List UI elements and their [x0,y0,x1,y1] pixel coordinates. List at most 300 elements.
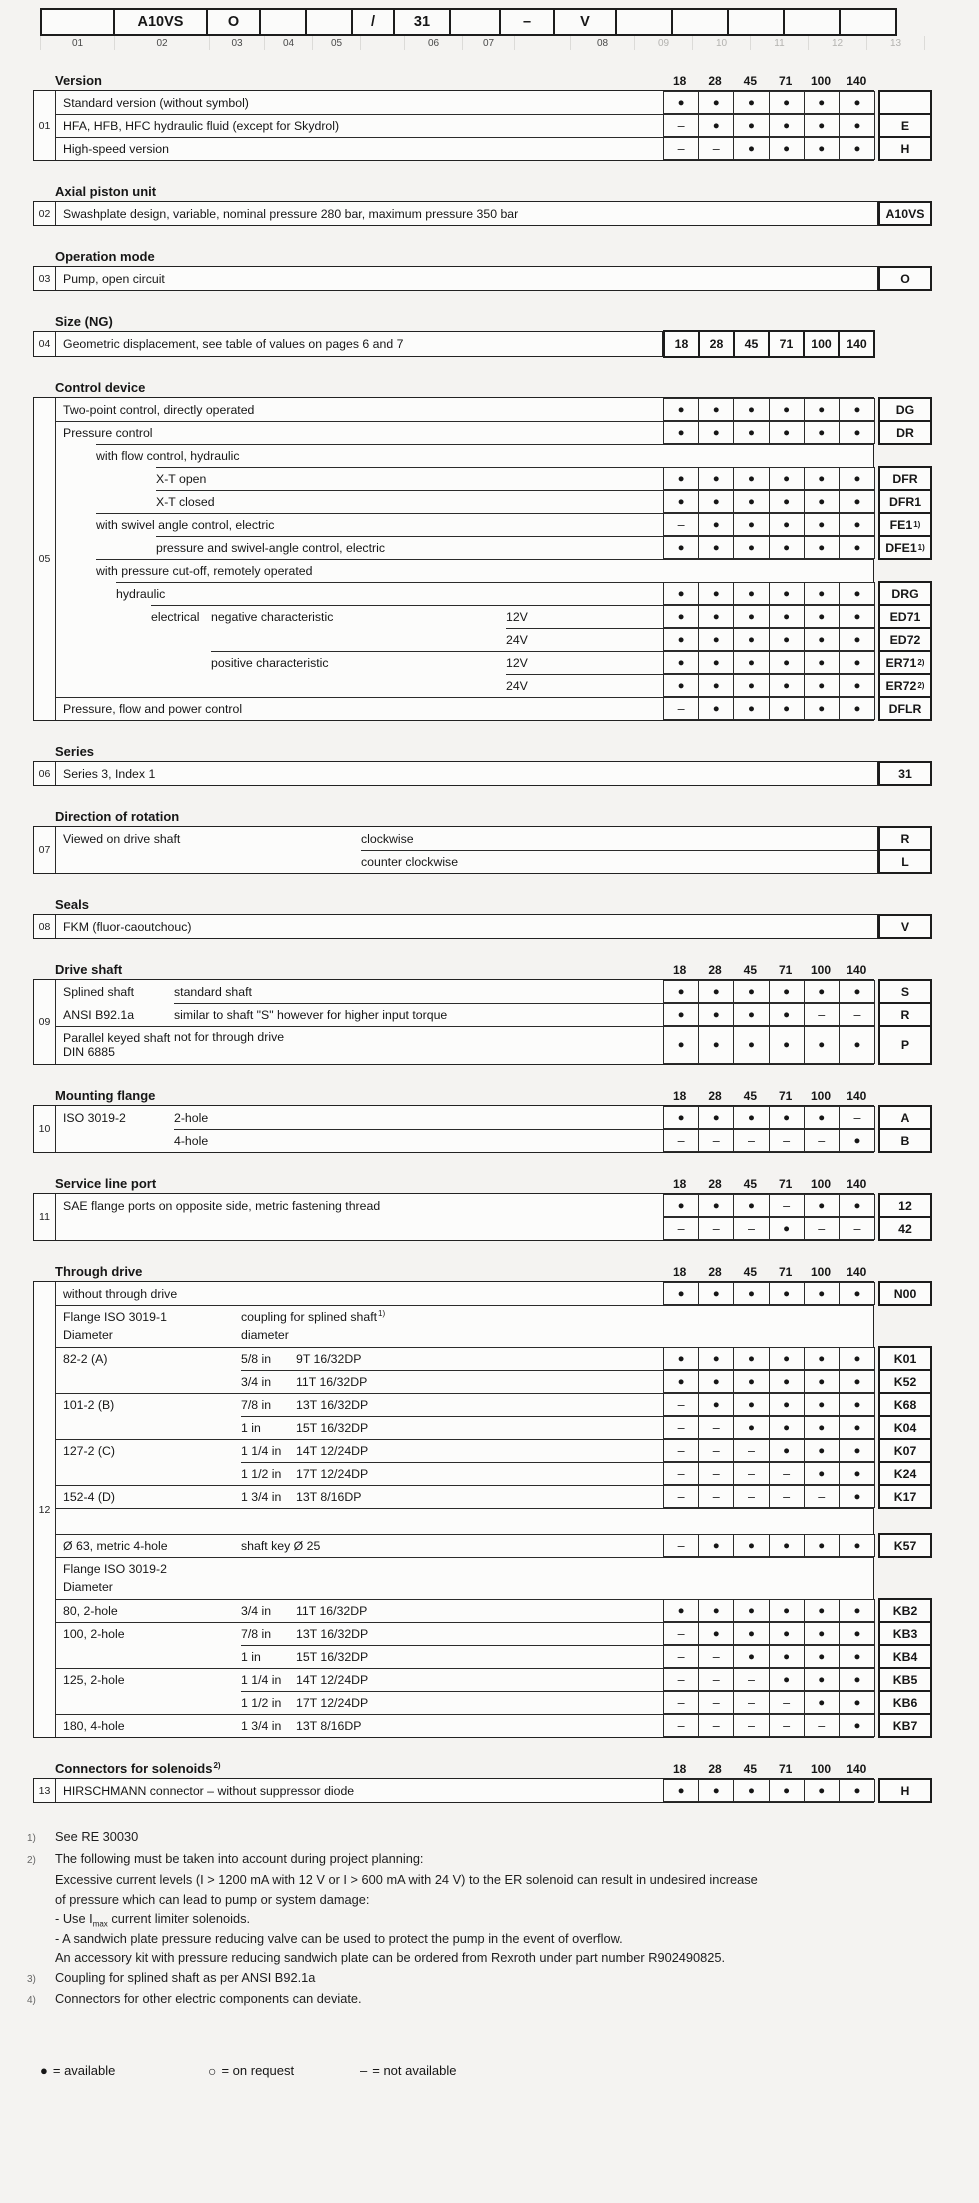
code-box: ER72 2) [878,673,932,698]
not-available-dash: – [698,1485,733,1508]
cell-text-line: 15T 16/32DP [296,1649,369,1664]
table-row [34,1003,910,1026]
availability-grid [663,1282,875,1305]
footnote-line [27,1849,979,1871]
code-label: DFR1 [888,494,922,509]
cell-text [151,605,200,628]
table-row [34,1194,912,1217]
cell-text-line: 80, 2-hole [63,1603,118,1618]
available-dot: ● [839,1534,875,1557]
cell-text [156,490,215,513]
cell-text-line: 24V [506,678,528,693]
code-label: H [900,1783,910,1798]
cell-text [63,202,518,225]
available-dot: ● [698,91,733,114]
available-dot: ● [839,1622,875,1645]
size-boxes [663,330,875,358]
available-dot: ● [769,513,804,536]
code-label: K68 [893,1397,917,1412]
section-02 [33,183,979,226]
cell-text-line: X-T closed [156,494,215,509]
available-dot: ● [769,582,804,605]
section-title: Control device [55,380,146,395]
table-row [34,651,925,674]
code-box [878,489,932,514]
code-box [878,581,932,606]
available-dot: ● [804,605,839,628]
cell-text [296,1347,361,1370]
cell-text-line: diameter [241,1328,289,1342]
not-available-dash-icon: – [360,2063,368,2078]
not-available-dash: – [839,1217,875,1240]
footnote-marker: 1) [27,1833,36,1844]
size-col-header: 45 [743,1089,757,1103]
available-dot: ● [839,1599,875,1622]
footnote-line [27,1870,979,1890]
footnote-text: Connectors for other electric components can deviate. [55,1991,362,2006]
available-dot: ● [839,398,875,421]
cell-text-line: Parallel keyed shaft [63,1031,171,1045]
footnote-indent [27,1909,55,1929]
not-available-dash: – [733,1691,768,1714]
size-col-header: 45 [743,74,757,88]
code-label: H [900,141,910,156]
size-col-header: 100 [810,963,831,977]
available-dot: ● [804,137,839,160]
cell-text [296,1485,361,1508]
section-header [33,1263,979,1280]
code-label: KB5 [892,1672,918,1687]
cell-text [361,827,414,850]
cell-text-line: similar to shaft "S" however for higher input torque [174,1007,448,1022]
availability-grid [663,490,875,513]
not-available-dash: – [663,1485,698,1508]
code-cell: / [351,8,395,36]
code-cell [259,8,307,36]
available-dot: ● [769,536,804,559]
code-label: 42 [898,1221,912,1236]
available-dot: ● [733,137,768,160]
code-label: DG [895,402,915,417]
code-box [878,1778,932,1803]
table-row [34,1305,873,1347]
row-divider [156,490,663,491]
available-dot: ● [839,1129,875,1152]
available-dot: ● [804,1282,839,1305]
section-header [33,1175,979,1192]
code-label: KB3 [892,1626,918,1641]
not-available-dash: – [804,1129,839,1152]
footnote-text: Excessive current levels (I > 1200 mA with 12 V or I > 600 mA with 24 V) to the ER solenoid can result in undesired increase [55,1872,758,1887]
not-available-dash: – [769,1462,804,1485]
code-label: O [900,271,910,286]
code-cell-number: 03 [210,36,265,50]
cell-text-line: 1 1/4 in [241,1443,282,1458]
available-dot: ● [663,1779,698,1802]
cell-text-line: with swivel angle control, electric [96,517,275,532]
not-available-dash: – [663,1534,698,1557]
cell-text-line: 14T 12/24DP [296,1443,369,1458]
cell-text-line: 1 in [241,1649,261,1664]
code-label: K24 [893,1466,917,1481]
available-dot: ● [804,1599,839,1622]
cell-text [241,1714,281,1737]
available-dot: ● [839,1668,875,1691]
cell-text [241,1691,281,1714]
available-dot: ● [733,1534,768,1557]
available-dot: ● [733,467,768,490]
footnote-text: of pressure which can lead to pump or system damage: [55,1891,370,1907]
size-col-header: 28 [708,1265,722,1279]
table-row [34,1370,917,1393]
code-box [878,1621,932,1646]
code-box [878,136,932,161]
cell-text-line: 12V [506,655,528,670]
available-dot: ● [839,674,875,697]
table-row [34,513,921,536]
cell-text [241,1622,271,1645]
available-dot: ● [804,421,839,444]
available-dot: ● [733,1347,768,1370]
code-cell [727,8,785,36]
available-dot: ● [733,91,768,114]
size-col-header: 71 [778,963,793,977]
not-available-dash: – [698,1645,733,1668]
available-dot: ● [698,1003,733,1026]
footnote-line [27,1989,979,2011]
not-available-dash: – [769,1129,804,1152]
available-dot: ● [698,651,733,674]
not-available-dash: – [698,1668,733,1691]
available-dot: ● [839,1194,875,1217]
section-header [33,248,979,265]
code-box [878,1392,932,1417]
available-dot: ● [769,1439,804,1462]
cell-text-line: 101-2 (B) [63,1397,115,1412]
availability-grid [663,1003,875,1026]
code-box [878,1598,932,1623]
cell-text-line: pressure and swivel-angle control, electric [156,540,385,555]
table-row [34,605,921,628]
table-row [34,628,921,651]
footnote-ref: 2) [213,1760,221,1770]
available-dot: ● [839,421,875,444]
not-available-dash: – [663,1714,698,1737]
row-divider [116,582,663,583]
available-dot: ● [839,490,875,513]
cell-text-line: counter clockwise [361,854,459,869]
size-col-header: 100 [810,1265,831,1279]
availability-grid [663,582,875,605]
size-col-header: 140 [846,1089,867,1103]
footnote-text: Coupling for splined shaft as per ANSI B92.1a [55,1969,316,1985]
available-dot: ● [804,536,839,559]
code-box [878,1644,932,1669]
available-dot: ● [839,628,875,651]
size-col-header: 140 [846,1177,867,1191]
cell-text-line: 17T 12/24DP [296,1695,369,1710]
code-label: K01 [893,1351,917,1366]
code-box [878,696,932,721]
section-number: 11 [34,1194,56,1240]
cell-text [174,1106,208,1129]
table-row [34,421,914,444]
not-available-dash: – [698,1462,733,1485]
code-bar-numbers [40,36,979,50]
availability-grid [663,1026,875,1064]
available-dot: ● [839,1645,875,1668]
code-cell-number: 10 [693,36,751,50]
availability-grid [663,513,875,536]
section-10 [33,1087,979,1153]
not-available-dash: – [698,1416,733,1439]
cell-text [241,1393,271,1416]
cell-text [63,762,155,785]
availability-grid [663,1416,875,1439]
code-box [878,1193,932,1218]
cell-text-line: 180, 4-hole [63,1718,125,1733]
code-label: DFR [892,471,918,486]
cell-text-line: 100, 2-hole [63,1626,125,1641]
cell-text-line: Geometric displacement, see table of values on pages 6 and 7 [63,337,404,351]
size-col-header: 71 [778,74,793,88]
available-dot: ● [769,1003,804,1026]
cell-text-line: 12V [506,609,528,624]
available-dot: ● [733,1622,768,1645]
cell-text-line: High-speed version [63,141,169,156]
available-dot: ● [698,1534,733,1557]
available-dot: ● [769,1416,804,1439]
section-box [33,1105,910,1153]
not-available-dash: – [769,1485,804,1508]
available-dot: ● [839,1347,875,1370]
cell-text [296,1668,368,1691]
cell-text-line: 13T 16/32DP [296,1397,369,1412]
availability-grid [663,398,875,421]
section-title: Through drive [55,1264,143,1279]
available-dot: ● [733,1645,768,1668]
available-dot: ● [663,1026,698,1064]
cell-text [63,1026,170,1064]
table-row [34,1599,918,1622]
availability-grid [663,1622,875,1645]
cell-text-line: 24V [506,632,528,647]
available-dot: ● [804,1534,839,1557]
code-cell: – [499,8,555,36]
section-box [33,397,925,721]
code-label: ER71 [885,655,917,670]
code-cell-number: 05 [313,36,361,50]
code-label: DFLR [888,701,922,716]
available-dot: ● [769,1393,804,1416]
cell-text [174,1003,447,1026]
availability-grid [663,1462,875,1485]
table-row [34,114,910,137]
available-dot: ● [663,605,698,628]
cell-text [63,1534,168,1557]
cell-text [506,674,528,697]
available-dot: ● [733,651,768,674]
not-available-dash: – [663,1462,698,1485]
size-col-header: 71 [778,1177,793,1191]
cell-text [296,1599,367,1622]
available-dot: ● [839,1282,875,1305]
legend-label: = not available [372,2063,457,2078]
cell-text [63,1003,134,1026]
available-dot: ● [839,980,875,1003]
availability-grid [663,628,875,651]
cell-text-line: negative characteristic [211,609,334,624]
code-box [878,1667,932,1692]
cell-text [241,1305,385,1347]
table-row [34,980,910,1003]
section-title: Mounting flange [55,1088,156,1103]
not-available-dash: – [769,1714,804,1737]
cell-text [241,1462,281,1485]
table-row [34,1393,917,1416]
not-available-dash: – [733,1217,768,1240]
availability-grid [663,1714,875,1737]
cell-text-line: standard shaft [174,984,252,999]
not-available-dash: – [698,1439,733,1462]
section-header [33,808,979,825]
footnote-line [27,1890,979,1910]
cell-text-line: without through drive [63,1286,178,1301]
size-col-header: 45 [743,1762,757,1776]
not-available-dash: – [663,1439,698,1462]
cell-text [63,1305,167,1347]
available-dot: ● [769,1370,804,1393]
not-available-dash: – [733,1439,768,1462]
code-label: 31 [898,766,912,781]
available-dot: ● [804,91,839,114]
code-box [878,90,932,115]
code-cell: A10VS [113,8,208,36]
section-title: Series [55,744,95,759]
section-header [33,183,979,200]
footnote-indent [27,1948,55,1968]
footnote-marker: 3) [27,1973,36,1985]
code-box [878,979,932,1004]
code-box [878,1484,932,1509]
cell-text-line: 3/4 in [241,1603,272,1618]
section-box [33,1193,912,1241]
on-request-circle-icon: ○ [208,2062,217,2079]
cell-text [174,1129,208,1152]
code-label: KB6 [892,1695,918,1710]
cell-text-line: 1 3/4 in [241,1718,282,1733]
legend [40,2063,979,2079]
code-cell: 31 [393,8,451,36]
code-label: N00 [893,1286,917,1301]
section-number: 01 [34,91,56,160]
available-dot: ● [698,1393,733,1416]
code-label: KB2 [892,1603,918,1618]
available-dot: ● [769,1779,804,1802]
available-dot: ● [769,1599,804,1622]
table-row [34,332,867,356]
row-divider [56,1508,873,1509]
model-code-bar [40,8,979,50]
code-cell-number: 01 [40,36,115,50]
cell-text-line: 9T 16/32DP [296,1351,362,1366]
not-available-dash: – [769,1194,804,1217]
not-available-dash: – [663,1668,698,1691]
code-label: K52 [893,1374,917,1389]
available-dot: ● [839,1439,875,1462]
not-available-dash: – [733,1129,768,1152]
cell-text-line: 17T 12/24DP [296,1466,369,1481]
available-dot: ● [769,421,804,444]
section-number: 12 [34,1282,56,1737]
cell-text [241,1534,320,1557]
code-label: DR [896,425,914,440]
section-header [33,72,979,89]
section-04 [33,313,979,357]
available-dot: ● [769,490,804,513]
code-cell-number: 13 [867,36,925,50]
available-dot: ● [804,628,839,651]
section-number: 10 [34,1106,56,1152]
available-dot: ● [804,1622,839,1645]
code-box [878,1690,932,1715]
cell-text [63,1194,380,1217]
not-available-dash: – [663,1622,698,1645]
available-dot: ● [733,398,768,421]
size-col-header: 45 [743,1177,757,1191]
not-available-dash: – [698,1691,733,1714]
table-row [34,1622,918,1645]
code-label: B [900,1133,910,1148]
section-header [33,1760,979,1777]
available-dot: ● [698,605,733,628]
code-box [878,1281,932,1306]
table-row [34,1347,917,1370]
section-number: 07 [34,827,56,873]
code-box [878,914,932,939]
available-dot: ● [698,1622,733,1645]
cell-text-line: HFA, HFB, HFC hydraulic fluid (except for Skydrol) [63,118,340,133]
availability-grid [663,651,875,674]
section-03 [33,248,979,291]
code-box [878,1128,932,1153]
legend-item [40,2063,208,2079]
cell-text [296,1622,368,1645]
cell-text [156,467,206,490]
available-dot: ● [804,697,839,720]
available-dot: ● [839,1485,875,1508]
cell-text [63,915,191,938]
cell-text [211,605,333,628]
cell-text-line: ANSI B92.1a [63,1007,135,1022]
code-box [878,1216,932,1241]
available-dot: ● [733,697,768,720]
available-dot: ● [839,651,875,674]
table-row [34,91,873,114]
cell-text-line: not for through drive [174,1030,285,1044]
available-dot: ● [769,674,804,697]
cell-text-line: Ø 63, metric 4-hole [63,1538,168,1553]
available-dot: ● [698,1599,733,1622]
available-dot: ● [769,651,804,674]
code-label: ER72 [885,678,917,693]
available-dot: ● [839,582,875,605]
section-07 [33,808,979,874]
not-available-dash: – [698,1217,733,1240]
available-dot: ● [663,674,698,697]
cell-text [63,398,254,421]
size-col-header: 28 [708,1089,722,1103]
